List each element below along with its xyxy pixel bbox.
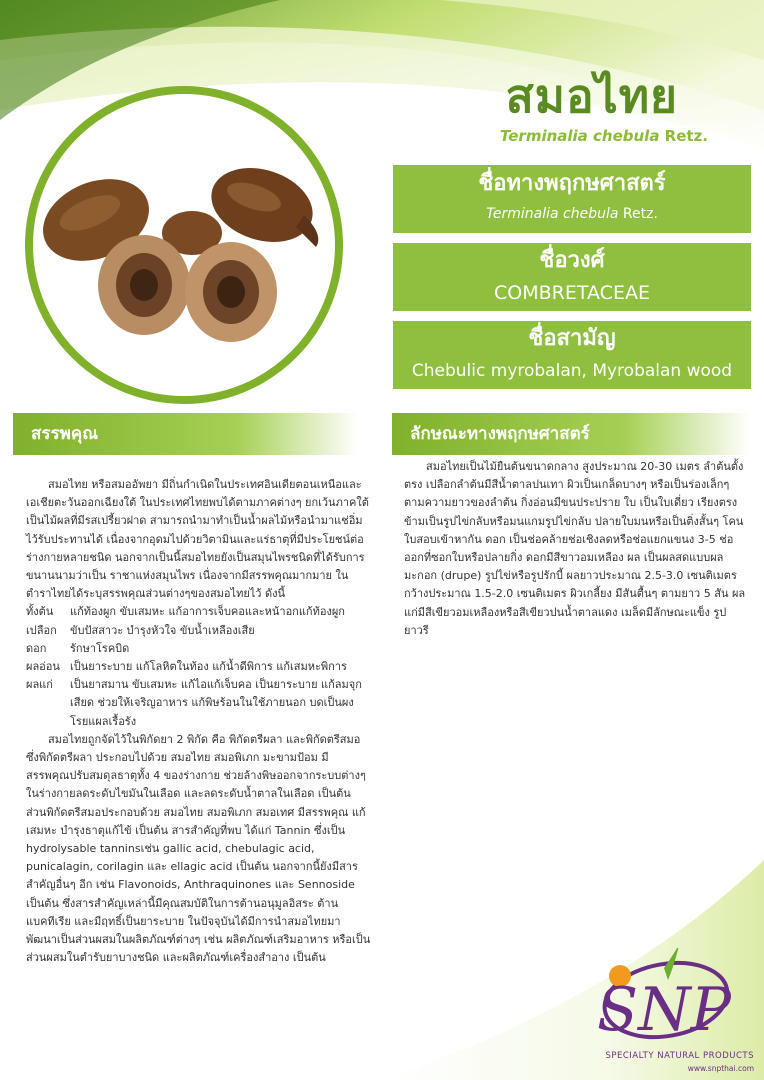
- part-name: ผลแก่: [26, 678, 53, 692]
- properties-section-header: สรรพคุณ: [13, 413, 358, 455]
- company-url: www.snpthai.com: [687, 1064, 754, 1073]
- common-name-heading: ชื่อสามัญ: [528, 326, 616, 351]
- family-name-box: [393, 243, 751, 311]
- common-name-box: [393, 321, 751, 389]
- part-use: เป็นยาสมาน ขับเสมหะ แก้ไอแก้เจ็บคอ เป็นยาระบาย แก้ลมจุกเสียด ช่วยให้เจริญอาหาร แก้พิษร้อนในใช้ภายนอก บดเป็นผงโรยแผลเรื้อรัง: [70, 678, 362, 728]
- cut-fruit-left-image: [98, 235, 190, 335]
- part-row: [26, 622, 371, 640]
- part-name: ทั้งต้น: [26, 605, 54, 619]
- cut-fruit-right-image: [185, 242, 277, 342]
- page-title: สมอไทย: [505, 69, 678, 123]
- part-name: ผลอ่อน: [26, 660, 60, 674]
- botany-text: [404, 458, 746, 640]
- botany-section-header: ลักษณะทางพฤกษศาสตร์: [392, 413, 750, 455]
- properties-text: [26, 476, 371, 967]
- subtitle-genus-species: Terminalia chebula: [499, 127, 660, 145]
- properties-closing: สมอไทยถูกจัดไว้ในพิกัดยา 2 พิกัด คือ พิกัดตรีผลา และพิกัดตรีสมอซึ่งพิกัดตรีผลา ประกอบไปด้วย สมอไทย สมอพิเภก มะขามป้อม มีสรรพคุณปรับสมดุลธาตุทั้ง 4 ของร่างกาย ช่วยล้างพิษออกจากระบบต่างๆในร่างกายลดระดับไขมันในเลือด และลดระดับน้ำตาลในเลือด เป็นต้น ส่วนพิกัดตรีสมอประกอบด้วย สมอไทย สมอพิเภก สมอเทศ มีสรรพคุณ แก้เสมหะ บำรุงธาตุแก้ไข้ เป็นต้น สารสำคัญที่พบ ได้แก่ Tannin ซึ่งเป็น hydrolysable tanninsเช่น gallic acid, chebulagic acid, punicalagin, corilagin และ ellagic acid เป็นต้น นอกจากนี้ยังมีสารสำคัญอื่นๆ อีก เช่น Flavonoids, Anthraquinones และ Sennoside เป็นต้น ซึ่งสารสำคัญเหล่านี้มีคุณสมบัติในการต้านอนุมูลอิสระ ต้านแบคทีเรีย และมีฤทธิ์เป็นยาระบาย ในปัจจุบันได้มีการนำสมอไทยมาพัฒนาเป็นส่วนผสมในผลิตภัณฑ์ต่างๆ เช่น ผลิตภัณฑ์เสริมอาหาร หรือเป็นส่วนผสมในตำรับยาบางชนิด และผลิตภัณฑ์เครื่องสำอาง เป็นต้น: [26, 732, 371, 965]
- subtitle-author: Retz.: [659, 127, 708, 145]
- part-use: แก้ท้องผูก ขับเสมหะ แก้อาการเจ็บคอและหน้าอกแก้ท้องผูก: [70, 605, 345, 619]
- part-use: รักษาโรคบิด: [70, 641, 130, 655]
- botanical-name-value: [393, 203, 751, 225]
- family-name-heading: ชื่อวงศ์: [539, 248, 605, 273]
- logo-letters: SNP: [597, 975, 731, 1045]
- product-photo-frame: [24, 85, 344, 405]
- part-row: [26, 658, 371, 676]
- part-name: เปลือก: [26, 623, 57, 637]
- properties-intro: สมอไทย หรือสมออัพยา มีถิ่นกำเนิดในประเทศอินเดียตอนเหนือและเอเชียตะวันออกเฉียงใต้ ในประเทศไทยพบได้ตามภาคต่างๆ ยกเว้นภาคใต้เป็นไม้ผลที่มีรสเปรี้ยวฝาด สามารถนำมาทำเป็นน้ำผลไม้หรือนำมาแช่อิ่มไว้รับประทานได้ เนื่องจากอุดมไปด้วยวิตามินและแร่ธาตุที่มีประโยชน์ต่อร่างกายหลายชนิด นอกจากเป็นนี้สมอไทยยังเป็นสมุนไพรชนิดที่ได้รับการขนานนามว่าเป็น ราชาแห่งสมุนไพร เนื่องจากมีสรรพคุณมากมาย ในตำราไทยได้ระบุสรรพคุณส่วนต่างๆของสมอไทยไว้ ดังนี้: [26, 478, 369, 601]
- family-name-value: COMBRETACEAE: [494, 282, 650, 304]
- botanical-name-author: Retz.: [618, 206, 658, 222]
- botany-description: สมอไทยเป็นไม้ยืนต้นขนาดกลาง สูงประมาณ 20-30 เมตร ลำต้นตั้งตรง เปลือกลำต้นมีสีน้ำตาลปนเทา ผิวเป็นเกล็ดบางๆ หรือเป็นร่องเล็กๆ ตามความยาวของลำต้น กิ่งอ่อนมีขนประปราย ใบ เป็นใบเดี่ยว เรียงตรงข้ามเป็นรูปไข่กลับหรือมนแกมรูปไข่กลับ ปลายใบมนหรือเป็นติ่งสั้นๆ โคนใบสอบเข้าหากัน ดอก เป็นช่อคล้ายช่อเชิงลดหรือช่อแยกแขนง 3-5 ช่อ ออกที่ซอกใบหรือปลายกิ่ง ดอกมีสีขาวอมเหลือง ผล เป็นผลสดแบบผลมะกอก (drupe) รูปไข่หรือรูปรักบี้ ผลยาวประมาณ 2.5-3.0 เซนติเมตร กว้างประมาณ 1.5-2.0 เซนติเมตร ผิวเกลี้ยง มีสันตื้นๆ ตามยาว 5 สัน ผลแก่มีสีเขียวอมเหลืองหรือสีเขียวปนน้ำตาลแดง เมล็ดมีลักษณะแข็ง รูปยาวรี: [404, 460, 746, 637]
- part-use: เป็นยาระบาย แก้โลหิตในท้อง แก้น้ำดีพิการ แก้เสมหะพิการ: [70, 660, 347, 674]
- part-row: [26, 640, 371, 658]
- company-name: SPECIALTY NATURAL PRODUCTS: [605, 1051, 754, 1061]
- common-name-value: Chebulic myrobalan, Myrobalan wood: [411, 361, 733, 381]
- part-name: ดอก: [26, 641, 47, 655]
- botanical-name-box: [393, 165, 751, 233]
- part-use: ขับปัสสาวะ บำรุงหัวใจ ขับน้ำเหลืองเสีย: [70, 623, 255, 637]
- page-subtitle: [500, 127, 708, 145]
- part-row: [26, 676, 371, 731]
- botanical-name-species: Terminalia chebula: [486, 206, 619, 222]
- botanical-name-heading: ชื่อทางพฤกษศาสตร์: [478, 171, 666, 196]
- part-row: [26, 603, 371, 621]
